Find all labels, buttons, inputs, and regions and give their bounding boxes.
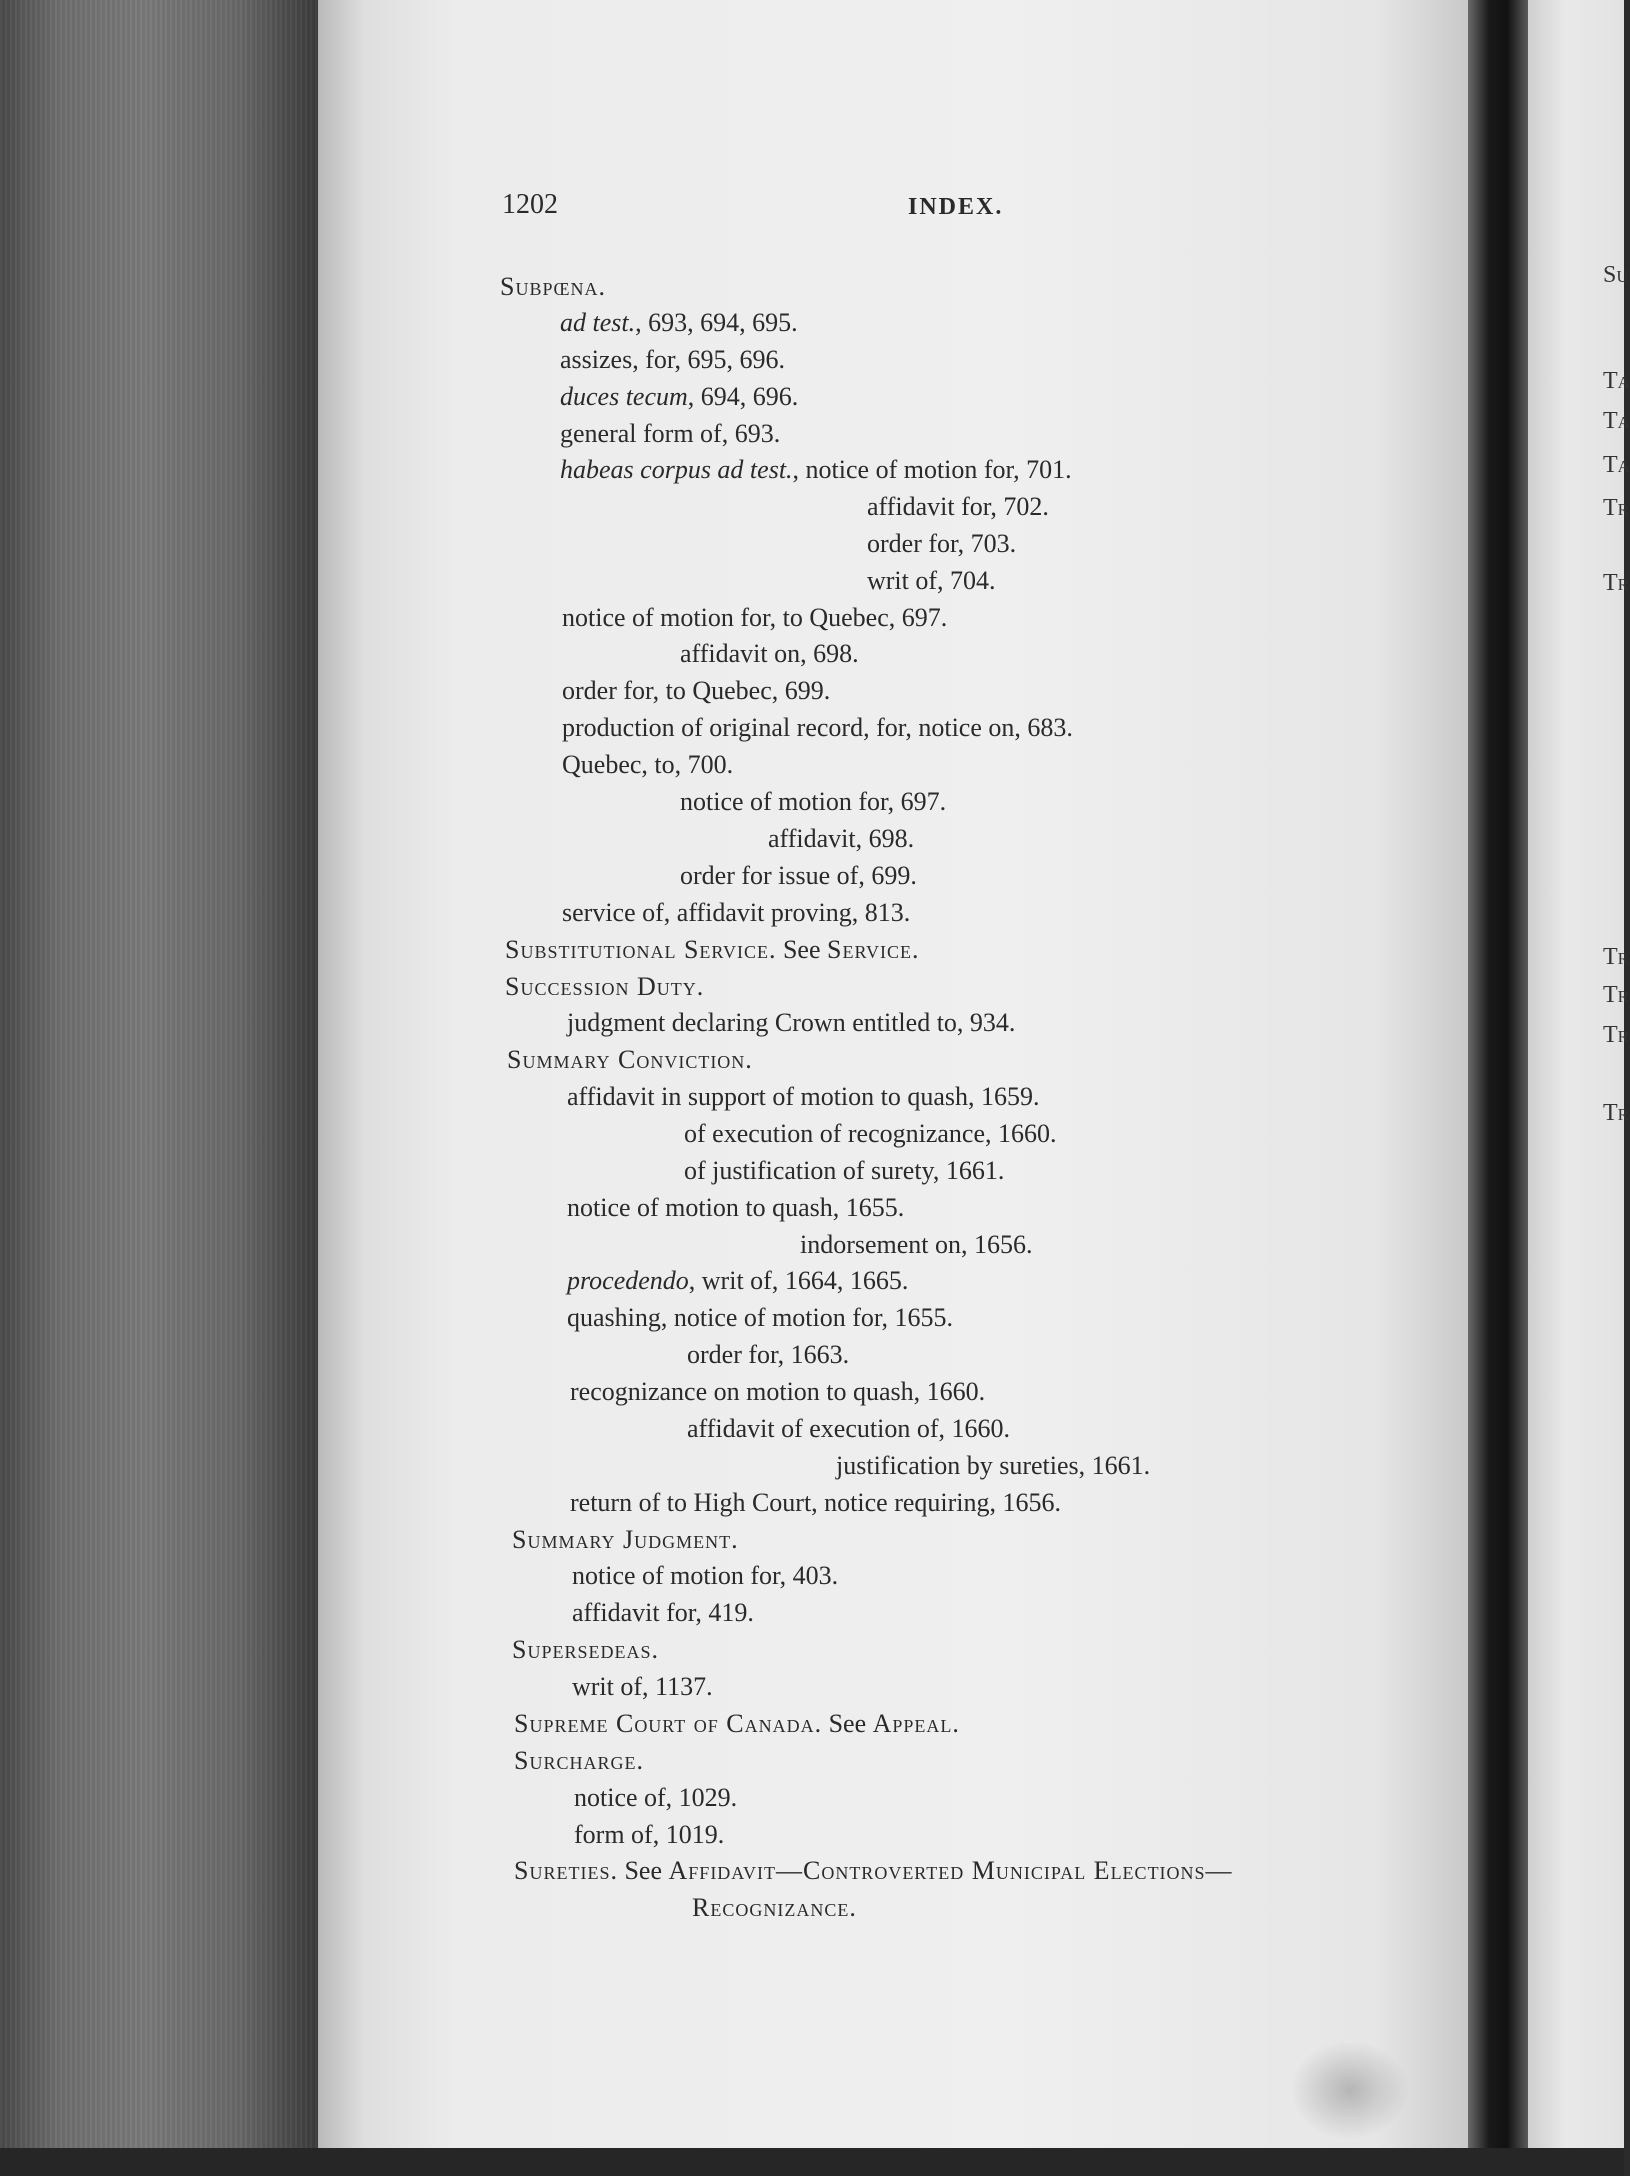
book-fore-edge [0,0,320,2176]
heading-text: Subpœna. [500,272,606,301]
index-heading [514,1746,644,1776]
index-entry [567,1008,1015,1038]
entry-text: writ of, 1137. [572,1672,713,1701]
heading-text: Substitutional Service. [505,935,777,964]
facing-page-fragment: Ta [1603,408,1630,434]
cross-reference: Appeal. [872,1709,960,1738]
entry-text: order for issue of, 699. [680,861,917,890]
index-heading [505,972,704,1002]
index-entry [684,1119,1057,1149]
index-entry [800,1230,1033,1260]
entry-text: of justification of surety, 1661. [684,1156,1005,1185]
page-number: 1202 [502,189,558,220]
index-entry [680,787,946,817]
index-entry [567,1266,908,1296]
entry-text: order for, 1663. [687,1340,850,1369]
facing-page-fragment: Tr [1603,570,1629,596]
entry-text: production of original record, for, notice on, 683. [562,713,1073,742]
running-header: INDEX. [908,194,1004,220]
italic-term: duces tecum [560,382,688,411]
index-heading [512,1635,659,1665]
entry-suffix: , writ of, 1664, 1665. [688,1266,909,1295]
index-entry [560,419,780,449]
entry-text: recognizance on motion to quash, 1660. [570,1377,986,1406]
entry-text: writ of, 704. [867,566,996,595]
facing-page-fragment: Su [1603,262,1629,288]
index-entry [560,382,798,412]
entry-text: Quebec, to, 700. [562,750,734,779]
index-entry [867,566,996,596]
index-entry [680,861,917,891]
index-heading [514,1709,960,1739]
index-heading [507,1045,753,1075]
entry-suffix: See [617,1856,669,1885]
entry-text: affidavit in support of motion to quash, 1659. [567,1082,1040,1111]
index-entry [867,492,1049,522]
heading-text: Recognizance. [692,1893,857,1922]
entry-text: service of, affidavit proving, 813. [562,898,911,927]
entry-text: affidavit on, 698. [680,639,859,668]
heading-text: Summary Conviction. [507,1045,753,1074]
entry-suffix: See [776,935,828,964]
index-entry [572,1598,754,1628]
heading-text: Succession Duty. [505,972,705,1001]
facing-page-fragment: Tr [1603,982,1629,1008]
index-entry [562,603,947,633]
italic-term: habeas corpus ad test. [560,455,793,484]
index-entry [572,1561,838,1591]
heading-text: Surcharge. [514,1746,644,1775]
index-entry [684,1156,1004,1186]
index-entry [768,824,914,854]
entry-text: notice of, 1029. [574,1783,738,1812]
entry-text: assizes, for, 695, 696. [560,345,785,374]
index-heading [505,935,920,965]
page-smudge [1290,2040,1410,2140]
index-entry [687,1340,849,1370]
entry-text: indorsement on, 1656. [800,1230,1033,1259]
entry-suffix: , notice of motion for, 701. [792,455,1072,484]
italic-term: procedendo [567,1266,689,1295]
entry-suffix: , 693, 694, 695. [635,308,798,337]
index-entry [562,713,1073,743]
entry-text: form of, 1019. [574,1820,725,1849]
index-entry [562,898,910,928]
index-entry [560,345,785,375]
index-heading [500,272,606,302]
entry-text: of execution of recognizance, 1660. [684,1119,1057,1148]
index-entry [562,750,733,780]
page-gutter [1468,0,1528,2176]
index-entry [574,1820,724,1850]
facing-page-fragment: Tr [1603,1022,1629,1048]
index-entry [570,1488,1061,1518]
cross-reference: Service. [827,935,920,964]
index-entry [572,1672,713,1702]
italic-term: ad test. [560,308,636,337]
entry-text: notice of motion for, 697. [680,787,947,816]
heading-text: Supersedeas. [512,1635,659,1664]
index-entry [562,676,830,706]
facing-page-fragment: Tr [1603,944,1629,970]
entry-text: order for, to Quebec, 699. [562,676,831,705]
scanner-bottom-band [0,2148,1624,2176]
index-heading [692,1893,857,1923]
index-entry [570,1377,985,1407]
entry-text: return of to High Court, notice requiring, 1656. [570,1488,1062,1517]
index-heading [514,1856,1233,1886]
entry-text: judgment declaring Crown entitled to, 934. [567,1008,1016,1037]
entry-text: notice of motion to quash, 1655. [567,1193,905,1222]
facing-page-fragment: Tr [1603,1100,1629,1126]
index-entry [567,1082,1040,1112]
index-entry [867,529,1016,559]
heading-text: Summary Judgment. [512,1525,739,1554]
entry-text: order for, 703. [867,529,1017,558]
index-entry [680,639,859,669]
entry-text: justification by sureties, 1661. [836,1451,1151,1480]
index-entry [574,1783,737,1813]
facing-page-edge [1528,0,1624,2176]
entry-text: affidavit, 698. [768,824,915,853]
entry-text: general form of, 693. [560,419,781,448]
heading-text: Supreme Court of Canada. [514,1709,823,1738]
entry-suffix: , 694, 696. [687,382,799,411]
index-entry [567,1193,904,1223]
facing-page-fragment: Tr [1603,495,1629,521]
entry-text: affidavit for, 419. [572,1598,754,1627]
entry-text: affidavit of execution of, 1660. [687,1414,1010,1443]
entry-text: notice of motion for, to Quebec, 697. [562,603,948,632]
index-entry [560,455,1072,485]
entry-suffix: See [822,1709,873,1738]
entry-text: notice of motion for, 403. [572,1561,839,1590]
facing-page-fragment: Ta [1603,452,1630,478]
index-entry [560,308,798,338]
facing-page-fragment: Ta [1603,368,1630,394]
cross-reference: Affidavit—Controverted Municipal Elections— [668,1856,1233,1885]
entry-text: quashing, notice of motion for, 1655. [567,1303,954,1332]
index-entry [567,1303,953,1333]
index-entry [836,1451,1150,1481]
entry-text: affidavit for, 702. [867,492,1049,521]
index-heading [512,1525,739,1555]
index-entry [687,1414,1010,1444]
heading-text: Sureties. [514,1856,618,1885]
